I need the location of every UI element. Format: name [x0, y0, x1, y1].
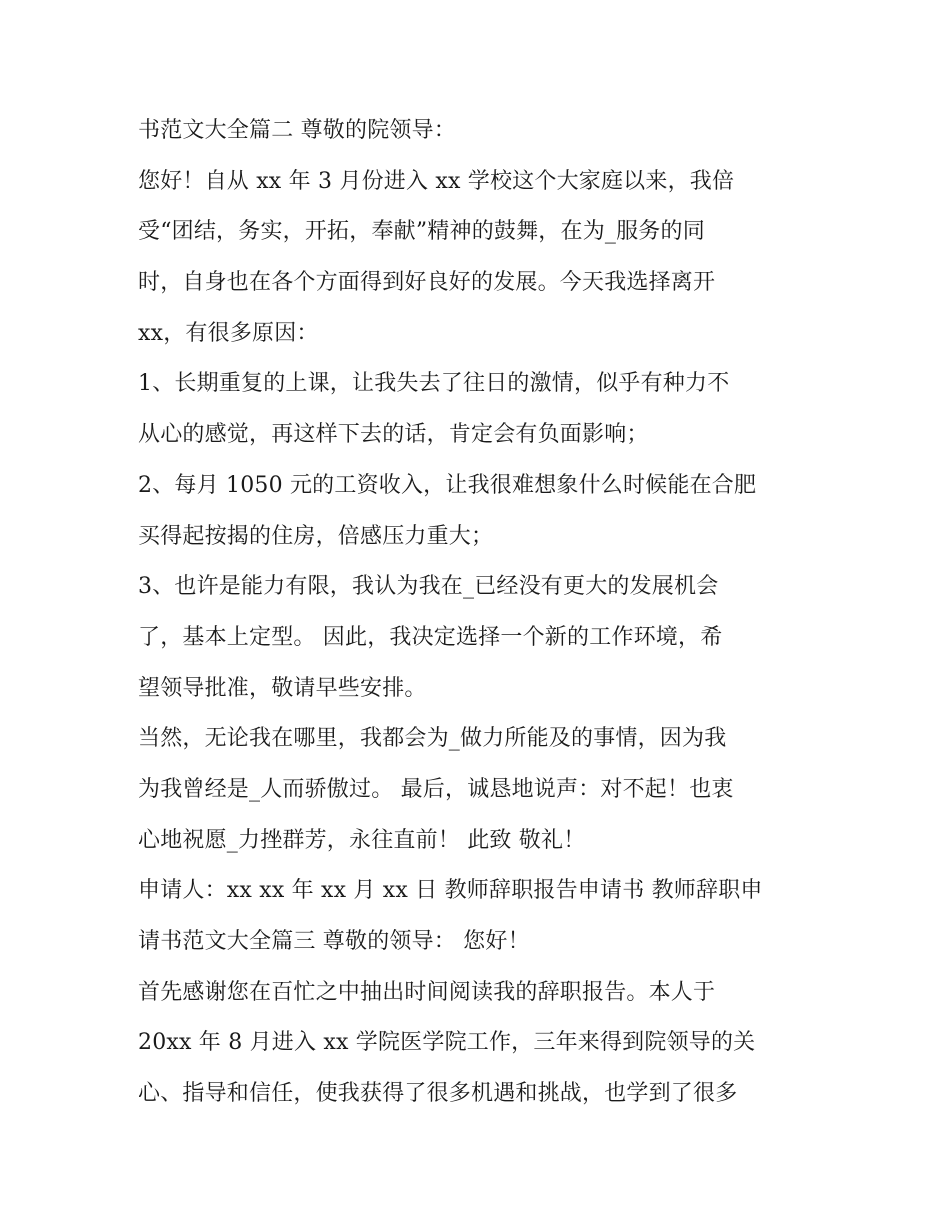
- text-line: 受“团结，务实，开拓，奉献”精神的鼓舞，在为_服务的同: [138, 219, 705, 245]
- text-line: 您好！自从 xx 年 3 月份进入 xx 学校这个大家庭以来，我倍: [138, 168, 735, 194]
- text-line: 2、每月 1050 元的工资收入，让我很难想象什么时候能在合肥: [138, 472, 757, 498]
- text-line: 时，自身也在各个方面得到好良好的发展。今天我选择离开: [138, 270, 716, 296]
- text-line: 望领导批准，敬请早些安排。: [138, 675, 427, 701]
- text-line: 3、也许是能力有限，我认为我在_已经没有更大的发展机会: [138, 574, 719, 600]
- text-line: 为我曾经是_人而骄傲过。 最后，诚恳地说声：对不起！也衷: [138, 776, 734, 802]
- document-body: [138, 106, 828, 1120]
- text-line: 买得起按揭的住房，倍感压力重大；: [138, 523, 494, 549]
- text-line: 首先感谢您在百忙之中抽出时间阅读我的辞职报告。本人于: [138, 979, 716, 1005]
- text-line: 20xx 年 8 月进入 xx 学院医学院工作，三年来得到院领导的关: [138, 1030, 756, 1056]
- text-line: 从心的感觉，再这样下去的话，肯定会有负面影响；: [138, 422, 649, 448]
- text-line: 申请人：xx xx 年 xx 月 xx 日 教师辞职报告申请书 教师辞职申: [138, 878, 763, 904]
- text-line: 1、长期重复的上课，让我失去了往日的激情，似乎有种力不: [138, 371, 730, 397]
- text-line: xx，有很多原因：: [138, 320, 319, 346]
- text-line: 当然，无论我在哪里，我都会为_做力所能及的事情，因为我: [138, 726, 727, 752]
- text-line: 心地祝愿_力挫群芳，永往直前！ 此致 敬礼！: [138, 827, 586, 853]
- text-line: 书范文大全篇二 尊敬的院领导：: [138, 118, 456, 143]
- text-line: 请书范文大全篇三 尊敬的领导： 您好！: [138, 929, 530, 954]
- text-line: 心、指导和信任，使我获得了很多机遇和挑战，也学到了很多: [138, 1081, 738, 1107]
- text-line: 了，基本上定型。 因此，我决定选择一个新的工作环境，希: [138, 624, 723, 650]
